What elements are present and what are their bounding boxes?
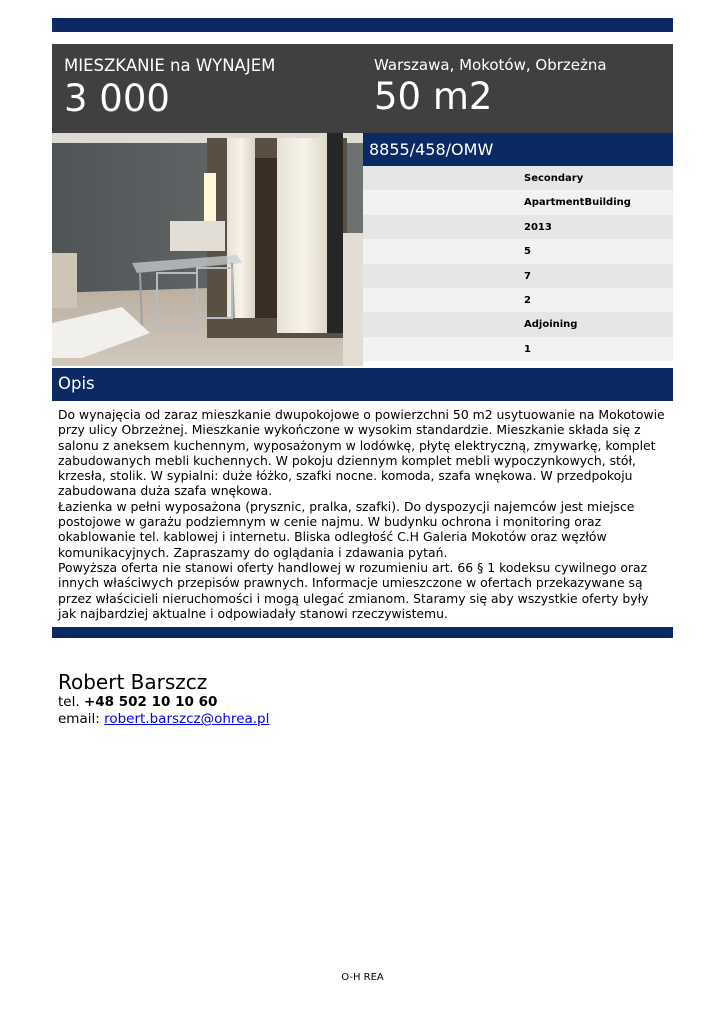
description-paragraph: Powyższa oferta nie stanowi oferty handlowej w rozumieniu art. 66 § 1 kodeksu cywilnego oraz innych właściwych przepisów prawnych. Informacje umieszczone w ofertach przekazywane są przez właścicieli nieruchomości i mogą ulegać zmianom. Staramy się aby wszystkie oferty były jak najbardziej aktualne i odpowiadały stanowi rzeczywistemu. [58,559,649,621]
agent-phone-line [58,694,269,711]
property-row [363,337,673,361]
listing-area: 50 m2 [374,75,493,118]
apartment-photo [52,133,363,366]
listing-location: Warszawa, Mokotów, Obrzeżna [374,56,607,74]
top-accent-bar [52,18,673,32]
listing-header [52,44,673,133]
property-value: 2 [524,294,531,306]
agent-contact [58,670,269,728]
description-heading: Opis [58,374,95,393]
property-row [363,239,673,263]
property-row [363,215,673,239]
property-value: Secondary [524,173,584,184]
agent-name: Robert Barszcz [58,670,208,694]
property-row [363,190,673,214]
description-paragraph: Łazienka w pełni wyposażona (prysznic, pralka, szafki). Do dyspozycji najemców jest miejsce postojowe w garażu podziemnym w cenie najmu. W budynku ochrona i monitoring oraz okablowanie tel. kablowej i internetu. Bliska odległość C.H Galeria Mokotów oraz węzłów komunikacyjnych. Zapraszamy do oglądania i zdawania pytań. [58,498,635,560]
property-table [363,166,673,361]
property-value: 5 [524,246,531,258]
listing-type: MIESZKANIE na WYNAJEM [64,56,276,75]
listing-reference: 8855/458/OMW [369,140,494,159]
property-value: 1 [524,343,531,355]
reference-bar [363,133,673,166]
property-row [363,288,673,312]
footer-company: O-H REA [341,972,384,983]
property-value: Adjoining [524,319,578,331]
property-row [363,312,673,336]
property-row [363,166,673,190]
description-paragraph: Do wynajęcia od zaraz mieszkanie dwupokojowe o powierzchni 50 m2 usytuowanie na Mokotowie przy ulicy Obrzeżnej. Mieszkanie wykończone w wysokim standardzie. Mieszkanie składa się z salonu z aneksem kuchennym, wyposażonym w lodówkę, płytę elektryczną, zmywarkę, komplet zabudowanych mebli kuchennych. W pokoju dziennym komplet mebli wypoczynkowych, stół, krzesła, stolik. W sypialni: duże łóżko, szafki nocne. komoda, szafa wnękowa. W przedpokoju zabudowana duża szafa wnękowa. [58,407,665,499]
listing-price: 3 000 [64,77,170,120]
property-value: 7 [524,270,531,282]
agent-phone: +48 502 10 10 60 [83,694,218,710]
agent-email-link[interactable]: robert.barszcz@ohrea.pl [104,711,270,727]
agent-email-line [58,711,269,728]
email-label: email: [58,711,100,727]
property-value: 2013 [524,221,552,233]
description-heading-bar [52,368,673,401]
description-text [58,407,668,621]
phone-label: tel. [58,694,80,710]
property-value: ApartmentBuilding [524,197,631,209]
property-row [363,264,673,288]
bottom-accent-bar [52,627,673,638]
